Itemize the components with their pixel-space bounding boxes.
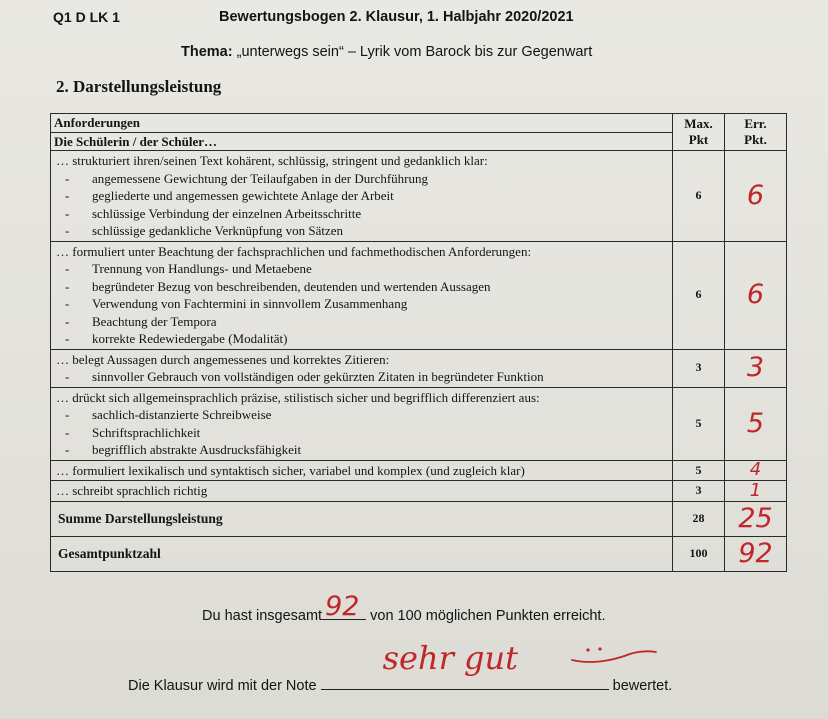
grade-sentence-after: bewertet. xyxy=(612,678,673,694)
achieved-points-header xyxy=(725,114,787,151)
criterion-item: - Beachtung der Tempora xyxy=(54,313,672,331)
achieved-points-handwritten: 4 xyxy=(725,460,787,481)
achieved-points-handwritten: 6 xyxy=(725,151,787,242)
table-header-row xyxy=(51,114,787,151)
criterion-cell xyxy=(51,241,673,349)
document-title: Bewertungsbogen 2. Klausur, 1. Halbjahr 2020/2021 xyxy=(219,9,574,25)
section-title: 2. Darstellungsleistung xyxy=(56,77,222,96)
criterion-item: - korrekte Redewiedergabe (Modalität) xyxy=(54,330,672,348)
grade-sentence-before: Die Klausur wird mit der Note xyxy=(128,678,317,694)
criterion-items xyxy=(54,368,672,386)
table-row xyxy=(51,349,787,387)
total-handwritten: 92 xyxy=(325,591,360,622)
criterion-cell xyxy=(51,349,673,387)
sum-row xyxy=(51,501,787,536)
sum-achieved-handwritten: 25 xyxy=(725,501,787,536)
criterion-items xyxy=(54,260,672,348)
achieved-points-handwritten: 1 xyxy=(725,481,787,502)
topic-value: „unterwegs sein“ – Lyrik vom Barock bis zur Gegenwart xyxy=(236,44,593,60)
total-sentence-after: von 100 möglichen Punkten erreicht. xyxy=(370,608,606,624)
criterion-cell xyxy=(51,151,673,242)
criterion-item: - sinnvoller Gebrauch von vollständigen oder gekürzten Zitaten in begründeter Funktion xyxy=(54,368,672,386)
criterion-items xyxy=(54,170,672,240)
max-points: 3 xyxy=(673,349,725,387)
achieved-points-handwritten: 3 xyxy=(725,349,787,387)
criterion-item: - schlüssige Verbindung der einzelnen Arbeitsschritte xyxy=(54,205,672,223)
criterion-item: - begrifflich abstrakte Ausdrucksfähigkeit xyxy=(54,441,672,459)
criterion-lead: … drückt sich allgemeinsprachlich präzise, stilistisch sicher und begrifflich differenziert aus: xyxy=(56,389,540,405)
criterion-cell xyxy=(51,460,673,481)
max-points: 5 xyxy=(673,387,725,460)
grading-table xyxy=(50,113,787,572)
criterion-item: - gegliederte und angemessen gewichtete Anlage der Arbeit xyxy=(54,187,672,205)
table-row xyxy=(51,151,787,242)
grade-sentence xyxy=(128,639,673,694)
requirements-header xyxy=(51,114,673,151)
total-achieved-handwritten: 92 xyxy=(725,536,787,571)
criterion-cell xyxy=(51,387,673,460)
criterion-item: - begründeter Bezug von beschreibenden, deutenden und wertenden Aussagen xyxy=(54,278,672,296)
max-points: 3 xyxy=(673,481,725,502)
table-row xyxy=(51,241,787,349)
achieved-points-handwritten: 5 xyxy=(725,387,787,460)
max-points-header-line1: Max. xyxy=(684,116,713,131)
table-row xyxy=(51,460,787,481)
max-points-header xyxy=(673,114,725,151)
topic-line xyxy=(181,44,592,60)
sum-label: Summe Darstellungsleistung xyxy=(51,501,673,536)
criterion-lead: … formuliert lexikalisch und syntaktisch sicher, variabel und komplex (und zugleich klar) xyxy=(56,462,525,478)
smiley-doodle-icon xyxy=(568,642,660,672)
total-sentence xyxy=(202,591,606,624)
total-row xyxy=(51,536,787,571)
max-points-header-line2: Pkt xyxy=(688,132,709,147)
criterion-item: - angemessene Gewichtung der Teilaufgaben in der Durchführung xyxy=(54,170,672,188)
grade-handwritten: sehr gut xyxy=(382,639,518,677)
total-label: Gesamtpunktzahl xyxy=(51,536,673,571)
sum-max-points: 28 xyxy=(673,501,725,536)
achieved-points-header-line2: Pkt. xyxy=(744,132,767,147)
criterion-items xyxy=(54,406,672,459)
criterion-cell xyxy=(51,481,673,502)
criterion-lead: … strukturiert ihren/seinen Text kohärent, schlüssig, stringent und gedanklich klar: xyxy=(56,153,488,168)
achieved-points-handwritten: 6 xyxy=(725,241,787,349)
max-points: 5 xyxy=(673,460,725,481)
criterion-item: - schlüssige gedankliche Verknüpfung von Sätzen xyxy=(54,222,672,240)
criterion-lead: … belegt Aussagen durch angemessenes und korrektes Zitieren: xyxy=(56,351,390,367)
total-sentence-before: Du hast insgesamt xyxy=(202,608,323,624)
topic-label: Thema: xyxy=(181,44,233,60)
grade-blank-line xyxy=(321,639,609,690)
table-row xyxy=(51,481,787,502)
criterion-item: - Trennung von Handlungs- und Metaebene xyxy=(54,260,672,278)
criterion-item: - Schriftsprachlichkeit xyxy=(54,424,672,442)
requirements-header-line2: Die Schülerin / der Schüler… xyxy=(54,133,217,149)
achieved-points-header-line1: Err. xyxy=(744,116,767,131)
course-label: Q1 D LK 1 xyxy=(53,9,120,25)
requirements-header-line1: Anforderungen xyxy=(51,114,672,133)
max-points: 6 xyxy=(673,241,725,349)
criterion-item: - Verwendung von Fachtermini in sinnvollem Zusammenhang xyxy=(54,295,672,313)
criterion-lead: … schreibt sprachlich richtig xyxy=(56,483,208,498)
criterion-lead: … formuliert unter Beachtung der fachsprachlichen und fachmethodischen Anforderungen: xyxy=(56,243,532,259)
max-points: 6 xyxy=(673,151,725,242)
criterion-item: - sachlich-distanzierte Schreibweise xyxy=(54,406,672,424)
table-row xyxy=(51,387,787,460)
total-max-points: 100 xyxy=(673,536,725,571)
total-blank-line xyxy=(322,591,366,622)
